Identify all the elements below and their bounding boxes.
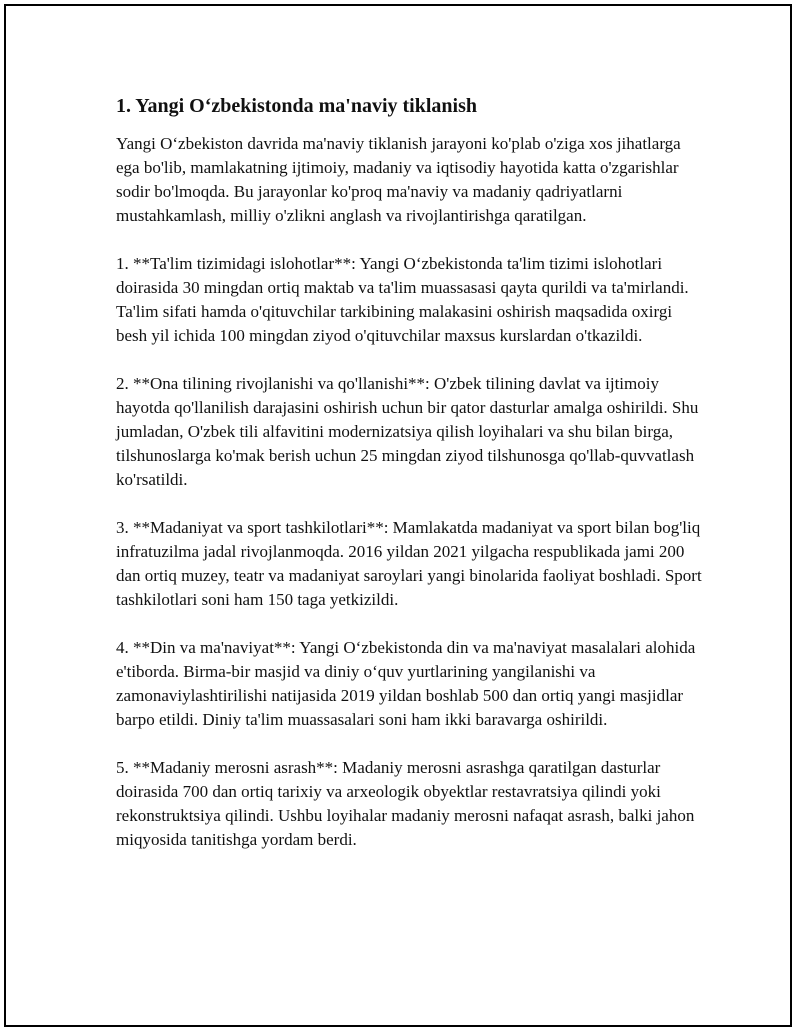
- paragraph-native-language: 2. **Ona tilining rivojlanishi va qo'llanishi**: O'zbek tilining davlat va ijtimoiy hayotda qo'llanilish darajasini oshirish uchun bir qator dasturlar amalga oshirildi. Shu jumladan, O'zbek tili alfavitini modernizatsiya qilish loyihalari va shu bilan birga, tilshunoslarga ko'mak berish uchun 25 mingdan ziyod tilshunosga qo'llab-quvvatlash ko'rsatildi.: [116, 374, 699, 489]
- paragraph-cultural-heritage: 5. **Madaniy merosni asrash**: Madaniy merosni asrashga qaratilgan dasturlar doirasida 700 dan ortiq tarixiy va arxeologik obyektlar restavratsiya qilindi yoki rekonstruktsiya qilindi. Ushbu loyihalar madaniy merosni nafaqat asrash, balki jahon miqyosida tanitishga yordam berdi.: [116, 758, 695, 849]
- document-body: [116, 92, 706, 876]
- paragraph-religion-spirituality: 4. **Din va ma'naviyat**: Yangi O‘zbekistonda din va ma'naviyat masalalari alohida e'tiborda. Birma-bir masjid va diniy o‘quv yurtlarining yangilanishi va zamonaviylashtirilishi natijasida 2019 yildan boshlab 500 dan ortiq yangi masjidlar barpo etildi. Diniy ta'lim muassasalari soni ham ikki baravarga oshirildi.: [116, 638, 696, 729]
- paragraph-education-reforms: 1. **Ta'lim tizimidagi islohotlar**: Yangi O‘zbekistonda ta'lim tizimi islohotlari doirasida 30 mingdan ortiq maktab va ta'lim muassasasi qayta qurildi va ta'mirlandi. Ta'lim sifati hamda o'qituvchilar tarkibining malakasini oshirish maqsadida oxirgi besh yil ichida 100 mingdan ziyod o'qituvchilar maxsus kurslardan o'tkazildi.: [116, 254, 689, 345]
- document-title: 1. Yangi O‘zbekistonda ma'naviy tiklanish: [116, 95, 478, 117]
- paragraph-culture-sport: 3. **Madaniyat va sport tashkilotlari**: Mamlakatda madaniyat va sport bilan bog'liq infratuzilma jadal rivojlanmoqda. 2016 yildan 2021 yilgacha respublikada jami 200 dan ortiq muzey, teatr va madaniyat saroylari yangi binolarida faoliyat boshladi. Sport tashkilotlari soni ham 150 taga yetkizildi.: [116, 518, 702, 609]
- intro-paragraph: Yangi O‘zbekiston davrida ma'naviy tiklanish jarayoni ko'plab o'ziga xos jihatlarga ega bo'lib, mamlakatning ijtimoiy, madaniy va iqtisodiy hayotida katta o'zgarishlar sodir bo'lmoqda. Bu jarayonlar ko'proq ma'naviy va madaniy qadriyatlarni mustahkamlash, milliy o'zlikni anglash va rivojlantirishga qaratilgan.: [116, 134, 681, 225]
